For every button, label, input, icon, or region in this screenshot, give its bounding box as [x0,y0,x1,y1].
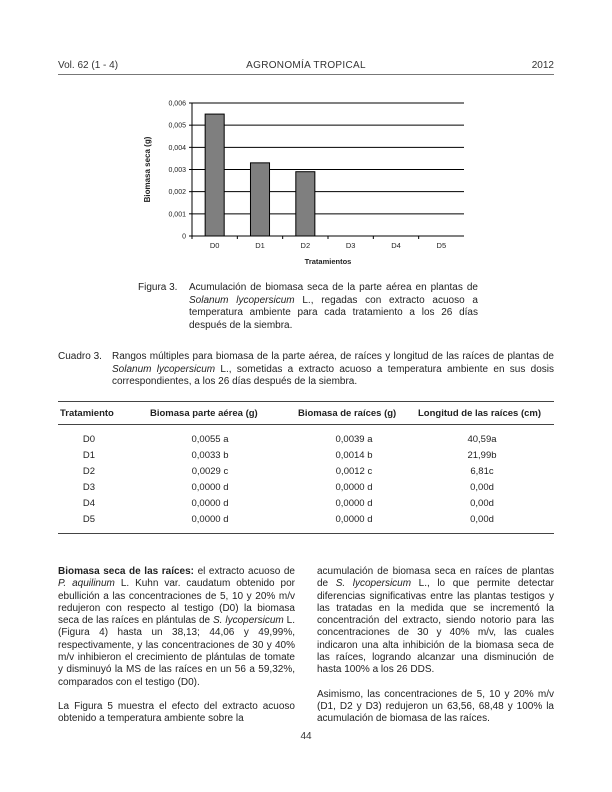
table-top-rule [58,401,554,402]
x-tick-label: D5 [436,241,447,250]
journal-title: AGRONOMÍA TROPICAL [246,60,366,71]
table-header-rule [58,424,554,425]
table-cell: D2 [82,466,96,477]
table-cell: 0,0033 b [191,450,229,461]
figure-caption [138,282,478,332]
paragraph: La Figura 5 muestra el efecto del extracto acuoso obtenido a temperatura ambiente sobre la [58,700,295,725]
x-tick-label: D3 [345,241,356,250]
body-column-right [317,566,554,738]
y-tick-label: 0,005 [168,122,186,130]
y-tick-label: 0,002 [168,189,186,197]
table-cell: 0,0000 d [191,514,229,525]
table-header-root-biomass: Biomasa de raíces (g) [298,408,397,419]
figure-caption-text: Acumulación de biomasa seca de la parte aérea en plantas de Solanum lycopersicum L., regadas con extracto acuoso a temperatura ambiente para cada tratamiento a los 26 días después de la siembra. [189,282,478,331]
table-caption [58,351,554,389]
table-cell: 0,0012 c [335,466,373,477]
bar [250,163,269,236]
table-cell: 0,0000 d [335,514,373,525]
body-column-left [58,566,295,738]
table-cell: 0,00d [470,514,494,525]
table-cell: 0,00d [470,482,494,493]
y-tick-label: 0,004 [168,144,186,152]
y-tick-label: 0,003 [168,167,186,174]
table-bottom-rule [58,533,554,534]
volume-label: Vol. 62 (1 - 4) [58,60,119,71]
table-caption-text: Rangos múltiples para biomasa de la parte aérea, de raíces y longitud de las raíces de plantas de Solanum lycopersicum L., sometidas a extracto acuoso a temperatura ambiente en sus dosis correspondientes, a los 26 días después de la siembra. [112,351,554,387]
page-number: 44 [300,731,312,742]
table-cell: 0,00d [470,498,494,509]
x-axis-label: Tratamientos [304,257,352,266]
biomass-bar-chart [130,92,480,272]
table-cell: 0,0000 d [335,498,373,509]
paragraph: acumulación de biomasa seca en raíces de plantas de S. lycopersicum L., lo que permite detectar diferencias significativas entre las plantas testigos y las tratadas en la medida que se incrementó la concentración del extracto, siendo notorio para las concentraciones de 30 y 40% m/v, las cuales indicaron una alta inhibición de la biomasa seca de las raíces, logrando alcanzar una disminución de hasta 100% a los 26 DDS. [317,566,554,676]
x-tick-label: D1 [255,241,265,250]
x-tick-label: D2 [300,241,311,250]
bar [205,114,224,236]
y-tick-label: 0,006 [168,100,186,108]
table-header-treatment: Tratamiento [60,408,114,419]
table-cell: D3 [82,482,96,493]
year-label: 2012 [531,60,554,71]
x-tick-label: D0 [209,241,220,250]
table-caption-label: Cuadro 3. [58,351,102,362]
table-cell: 0,0014 b [335,450,373,461]
table-cell: 0,0055 a [191,434,229,445]
table-cell: 0,0000 d [191,482,229,493]
paragraph: Asimismo, las concentraciones de 5, 10 y 20% m/v (D1, D2 y D3) redujeron un 63,56, 68,48 y 100% la acumulación de biomasa de las raíces. [317,688,554,725]
table-cell: D1 [82,450,96,461]
table-cell: 40,59a [467,434,497,445]
y-tick-label: 0 [182,233,186,241]
table-header-aerial-biomass: Biomasa parte aérea (g) [150,408,258,419]
y-tick-label: 0,001 [168,211,186,219]
table-cell: 0,0029 c [191,466,229,477]
table-cell: 0,0000 d [335,482,373,493]
header-rule [58,74,554,75]
x-tick-label: D4 [391,241,401,250]
y-axis-label: Biomasa seca (g) [143,136,152,203]
table-cell: D4 [82,498,96,509]
table-cell: 0,0039 a [335,434,373,445]
table-cell: 6,81c [470,466,494,477]
table-cell: D0 [82,434,96,445]
table-cell: 0,0000 d [191,498,229,509]
table-cell: 21,99b [467,450,497,461]
table-header-root-length: Longitud de las raíces (cm) [418,408,541,419]
table-cell: D5 [82,514,96,525]
bar [296,172,315,236]
figure-caption-label: Figura 3. [138,282,178,293]
paragraph: Biomasa seca de las raíces: el extracto acuoso de P. aquilinum L. Kuhn var. caudatum obtenido por ebullición a las concentraciones de 5, 10 y 20% m/v redujeron con respecto al testigo (D0) la biomasa seca de las raíces en plántulas de S. lycopersicum L. (Figura 4) hasta un 38,13; 44,06 y 49,99%, respectivamente, y las concentraciones de 30 y 40% m/v inhibieron el crecimiento de plántulas de tomate y disminuyó la MS de las raíces en un 56 a 59,32%, comparados con el testigo (D0). [58,566,296,688]
